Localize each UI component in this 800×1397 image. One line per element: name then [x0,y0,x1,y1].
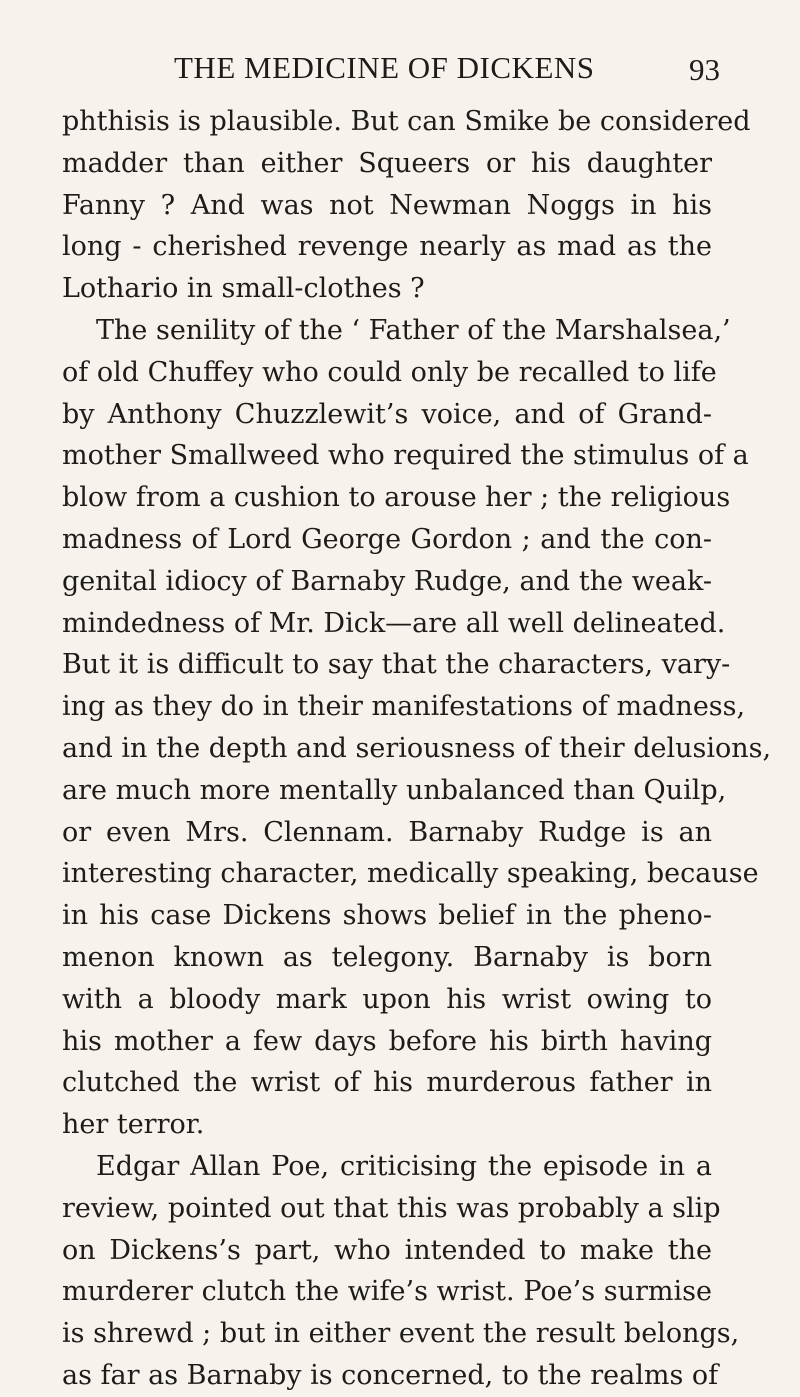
text-line: clutched the wrist of his murderous father in [62,1067,712,1099]
text-line: as far as Barnaby is concerned, to the realms of [62,1359,719,1391]
text-line: is shrewd ; but in either event the result belongs, [62,1318,740,1350]
page-number: 93 [689,52,720,87]
text-line: But it is difficult to say that the characters, vary- [62,649,731,681]
text-line: on Dickens’s part, who intended to make the [62,1234,712,1266]
text-line: interesting character, medically speaking, because [62,858,759,890]
text-line: mother Smallweed who required the stimulus of a [62,440,749,472]
text-line: mindedness of Mr. Dick—are all well delineated. [62,607,726,639]
body-text [62,101,772,1397]
page-header [0,50,800,90]
text-line: with a bloody mark upon his wrist owing to [62,983,712,1015]
paragraph-start-line: The senility of the ‘ Father of the Marshalsea,’ [96,314,731,346]
text-line: review, pointed out that this was probably a slip [62,1192,721,1224]
text-line: madder than either Squeers or his daughter [62,147,712,179]
text-line: madness of Lord George Gordon ; and the con- [62,523,712,555]
running-title: THE MEDICINE OF DICKENS [174,50,595,85]
paragraph-start-line: Edgar Allan Poe, criticising the episode in a [96,1150,712,1182]
text-line: blow from a cushion to arouse her ; the religious [62,482,731,514]
text-line: Fanny ? And was not Newman Noggs in his [62,189,712,221]
text-line: of old Chuffey who could only be recalled to life [62,356,717,388]
text-line: his mother a few days before his birth having [62,1025,712,1057]
text-line: genital idiocy of Barnaby Rudge, and the weak- [62,565,712,597]
text-line: murderer clutch the wife’s wrist. Poe’s surmise [62,1276,712,1308]
text-line: Lothario in small-clothes ? [62,273,425,305]
text-line: ing as they do in their manifestations of madness, [62,691,746,723]
text-line: long - cherished revenge nearly as mad as the [62,231,712,263]
text-line: or even Mrs. Clennam. Barnaby Rudge is an [62,816,712,848]
text-line: in his case Dickens shows belief in the pheno- [62,900,712,932]
text-line: phthisis is plausible. But can Smike be considered [62,106,751,137]
text-line: and in the depth and seriousness of their delusions, [62,732,772,764]
text-line: her terror. [62,1109,205,1141]
text-line: menon known as telegony. Barnaby is born [62,941,712,973]
text-line: by Anthony Chuzzlewit’s voice, and of Grand- [62,398,712,430]
text-line: are much more mentally unbalanced than Quilp, [62,774,727,806]
